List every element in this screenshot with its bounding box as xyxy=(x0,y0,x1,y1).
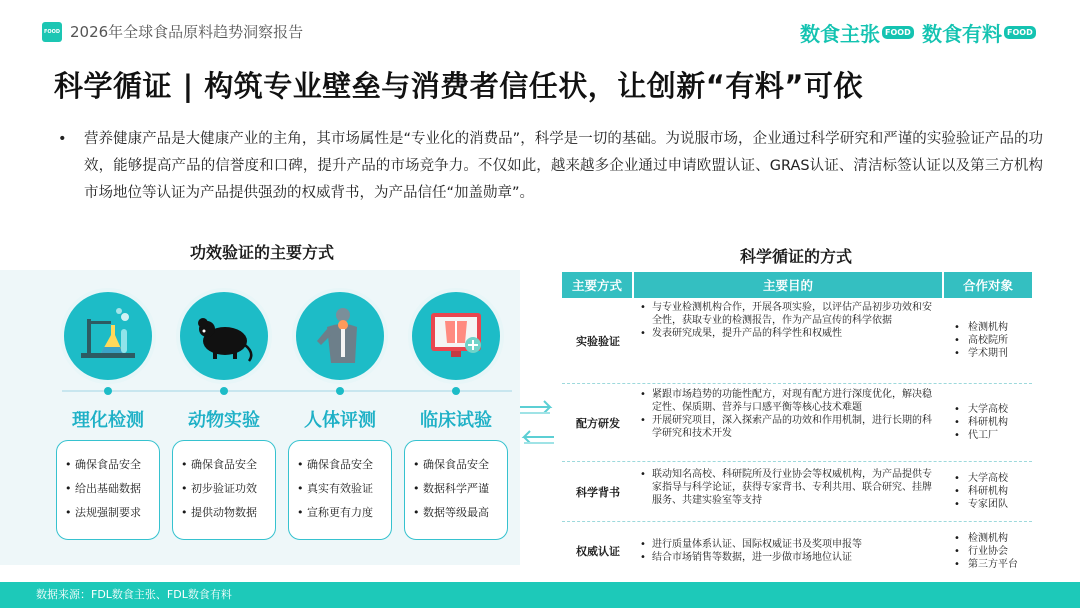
mouse-icon xyxy=(176,288,272,384)
table-header xyxy=(562,272,1032,298)
partner-item: • 代工厂 xyxy=(968,429,1028,442)
partner-item: • 大学高校 xyxy=(968,403,1028,416)
method-item: • 数据科学严谨 xyxy=(423,477,507,501)
double-arrow-icon xyxy=(516,395,558,455)
human-body-icon xyxy=(292,288,388,384)
brand1-name: 数食主张 xyxy=(800,21,880,46)
partner-item: • 检测机构 xyxy=(968,532,1028,545)
purpose-item: • 与专业检测机构合作，开展各项实验，以评估产品初步功效和安全性，获取专业的检测报告，作为产品宣传的科学依据 xyxy=(652,301,940,327)
method-item: • 真实有效验证 xyxy=(307,477,391,501)
source-footer: 数据来源：FDL数食主张、FDL数食有料 xyxy=(0,582,1080,608)
method-item: • 确保食品安全 xyxy=(191,453,275,477)
method-card xyxy=(404,440,508,540)
partner-item: • 行业协会 xyxy=(968,545,1028,558)
purpose-item: • 联动知名高校、科研院所及行业协会等权威机构，为产品提供专家指导与科学论证，获得专家背书、专利共用、联合研究、挂牌服务、共建实验室等支持 xyxy=(652,468,940,507)
left-section-heading: 功效验证的主要方式 xyxy=(190,243,335,262)
row-partners xyxy=(944,462,1032,521)
column-header: 合作对象 xyxy=(944,272,1032,298)
method-label: 动物实验 xyxy=(188,410,260,431)
page-title: 科学循证 | 构筑专业壁垒与消费者信任状，让创新“有料”可依 xyxy=(54,69,863,103)
partner-item: • 检测机构 xyxy=(968,321,1028,334)
timeline-dot xyxy=(220,387,228,395)
partner-item: • 第三方平台 xyxy=(968,558,1028,571)
timeline-line xyxy=(62,390,512,392)
intro-paragraph xyxy=(58,126,1043,207)
partner-item: • 专家团队 xyxy=(968,498,1028,511)
method-item: • 给出基础数据 xyxy=(75,477,159,501)
lab-flask-icon xyxy=(60,288,156,384)
partner-item: • 科研机构 xyxy=(968,485,1028,498)
brand2-badge: FOOD xyxy=(1004,26,1036,39)
header-logo-text: FOOD xyxy=(43,28,61,35)
right-section-heading: 科学循证的方式 xyxy=(740,247,853,266)
method-item: • 法规强制要求 xyxy=(75,501,159,525)
method-item: • 数据等级最高 xyxy=(423,501,507,525)
purpose-item: • 发表研究成果，提升产品的科学性和权威性 xyxy=(652,327,940,340)
brand1-badge: FOOD xyxy=(882,26,914,39)
table-row xyxy=(562,298,1032,384)
method-item: • 确保食品安全 xyxy=(307,453,391,477)
method-item: • 确保食品安全 xyxy=(423,453,507,477)
column-header: 主要目的 xyxy=(634,272,944,298)
method-card xyxy=(288,440,392,540)
table-row xyxy=(562,384,1032,462)
row-key: 权威认证 xyxy=(576,545,620,558)
partner-item: • 高校院所 xyxy=(968,334,1028,347)
brand2-name: 数食有料 xyxy=(922,21,1002,46)
intro-text: 营养健康产品是大健康产业的主角，其市场属性是“专业化的消费品”，科学是一切的基础。为说服市场，企业通过科学研究和严谨的实验验证产品的功效，能够提高产品的信誉度和口碑，提升产品的市场竞争力。不仅如此，越来越多企业通过申请欧盟认证、GRAS认证、清洁标签认证以及第三方机构市场地位等认证为产品提供强劲的权威背书，为产品信任“加盖勋章”。 xyxy=(84,131,1043,201)
timeline-dot xyxy=(336,387,344,395)
purpose-item: • 紧跟市场趋势的功能性配方，对现有配方进行深度优化，解决稳定性、保质期、营养与口感平衡等核心技术难题 xyxy=(652,388,940,414)
method-label: 人体评测 xyxy=(304,410,376,431)
partner-item: • 科研机构 xyxy=(968,416,1028,429)
row-partners xyxy=(944,384,1032,461)
header-logo xyxy=(42,22,62,42)
method-item: • 提供动物数据 xyxy=(191,501,275,525)
timeline-dot xyxy=(104,387,112,395)
science-methods-table xyxy=(562,272,1032,580)
row-partners xyxy=(944,522,1032,580)
row-purposes xyxy=(634,462,944,521)
report-title: 2026年全球食品原料趋势洞察报告 xyxy=(70,23,304,41)
clinical-monitor-icon xyxy=(408,288,504,384)
brand-logo-shuishi-youliao xyxy=(922,18,1036,46)
purpose-item: • 进行质量体系认证、国际权威证书及奖项申报等 xyxy=(652,538,940,551)
row-key: 配方研发 xyxy=(576,416,620,430)
method-card xyxy=(56,440,160,540)
row-key: 实验验证 xyxy=(576,334,620,348)
row-purposes xyxy=(634,384,944,461)
timeline-dot xyxy=(452,387,460,395)
method-card xyxy=(172,440,276,540)
row-partners xyxy=(944,298,1032,383)
purpose-item: • 开展研究项目，深入探索产品的功效和作用机制，进行长期的科学研究和技术开发 xyxy=(652,414,940,440)
partner-item: • 大学高校 xyxy=(968,472,1028,485)
method-label: 临床试验 xyxy=(420,410,492,431)
method-item: • 宣称更有力度 xyxy=(307,501,391,525)
method-label: 理化检测 xyxy=(72,410,144,431)
row-key: 科学背书 xyxy=(576,485,620,499)
column-header: 主要方式 xyxy=(562,272,634,298)
brand-logo-shuishi-zhuzhang xyxy=(800,18,914,46)
partner-item: • 学术期刊 xyxy=(968,347,1028,360)
purpose-item: • 结合市场销售等数据，进一步做市场地位认证 xyxy=(652,551,940,564)
row-purposes xyxy=(634,298,944,383)
method-item: • 确保食品安全 xyxy=(75,453,159,477)
table-row xyxy=(562,522,1032,580)
table-row xyxy=(562,462,1032,522)
method-item: • 初步验证功效 xyxy=(191,477,275,501)
row-purposes xyxy=(634,522,944,580)
bullet-icon: • xyxy=(58,131,67,147)
